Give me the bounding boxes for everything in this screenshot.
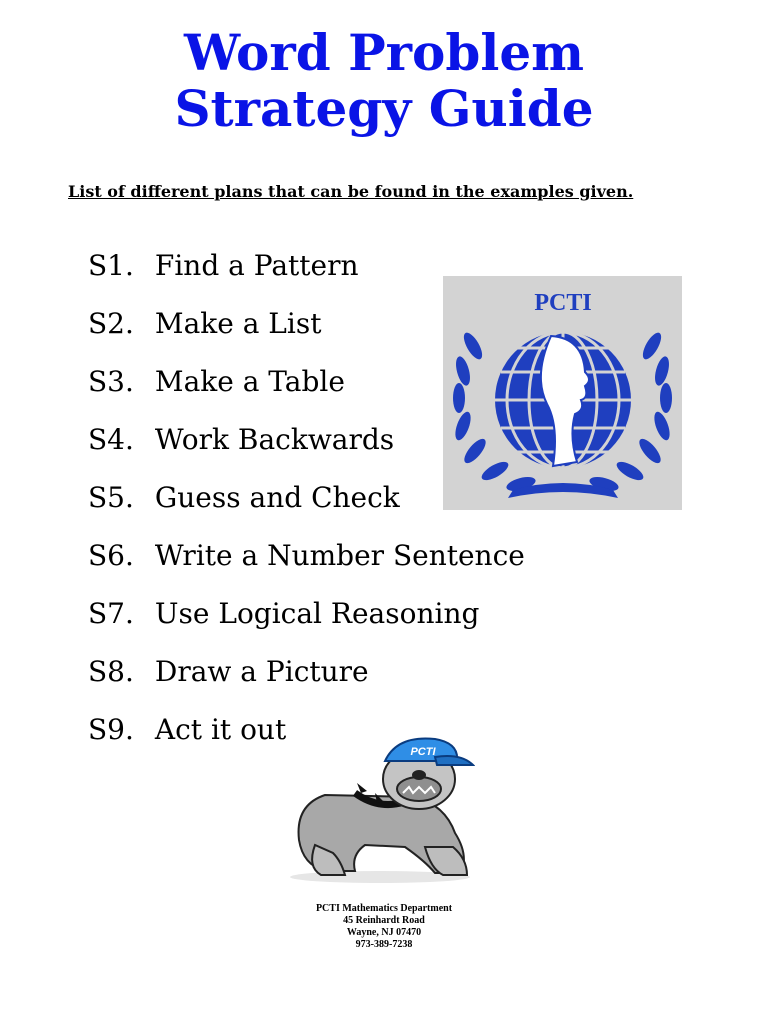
strategy-label: Find a Pattern [154, 249, 359, 282]
pcti-logo [443, 276, 682, 510]
strategy-code: S4. [88, 423, 134, 456]
title-line-1: Word Problem [183, 23, 585, 82]
globe-laurel-icon [443, 276, 682, 510]
department-name: PCTI Mathematics Department [315, 903, 453, 914]
subtitle: List of different plans that can be found in the examples given. [68, 182, 634, 201]
bulldog-icon [285, 735, 475, 885]
strategy-label: Guess and Check [154, 481, 400, 514]
strategy-code: S7. [88, 597, 134, 630]
strategy-code: S5. [88, 481, 134, 514]
strategy-code: S8. [88, 655, 134, 688]
strategy-item [88, 592, 525, 650]
address-block [0, 903, 768, 951]
strategy-label: Use Logical Reasoning [154, 597, 480, 630]
cap-text: PCTI [410, 746, 436, 758]
strategy-label: Make a List [154, 307, 322, 340]
street-address: 45 Reinhardt Road [343, 915, 425, 926]
title-line-2: Strategy Guide [174, 79, 594, 138]
strategy-code: S3. [88, 365, 134, 398]
strategy-code: S2. [88, 307, 134, 340]
strategy-label: Draw a Picture [154, 655, 369, 688]
strategy-label: Write a Number Sentence [154, 539, 525, 572]
city-state-zip: Wayne, NJ 07470 [346, 927, 422, 938]
strategy-label: Make a Table [154, 365, 345, 398]
strategy-label: Work Backwards [154, 423, 395, 456]
bulldog-mascot [285, 735, 475, 885]
phone-number: 973-389-7238 [355, 939, 413, 950]
strategy-code: S9. [88, 713, 134, 746]
strategy-code: S6. [88, 539, 134, 572]
strategy-code: S1. [88, 249, 134, 282]
strategy-item [88, 534, 525, 592]
logo-text: PCTI [534, 290, 592, 316]
strategy-label: Act it out [154, 713, 287, 746]
strategy-item [88, 650, 525, 708]
